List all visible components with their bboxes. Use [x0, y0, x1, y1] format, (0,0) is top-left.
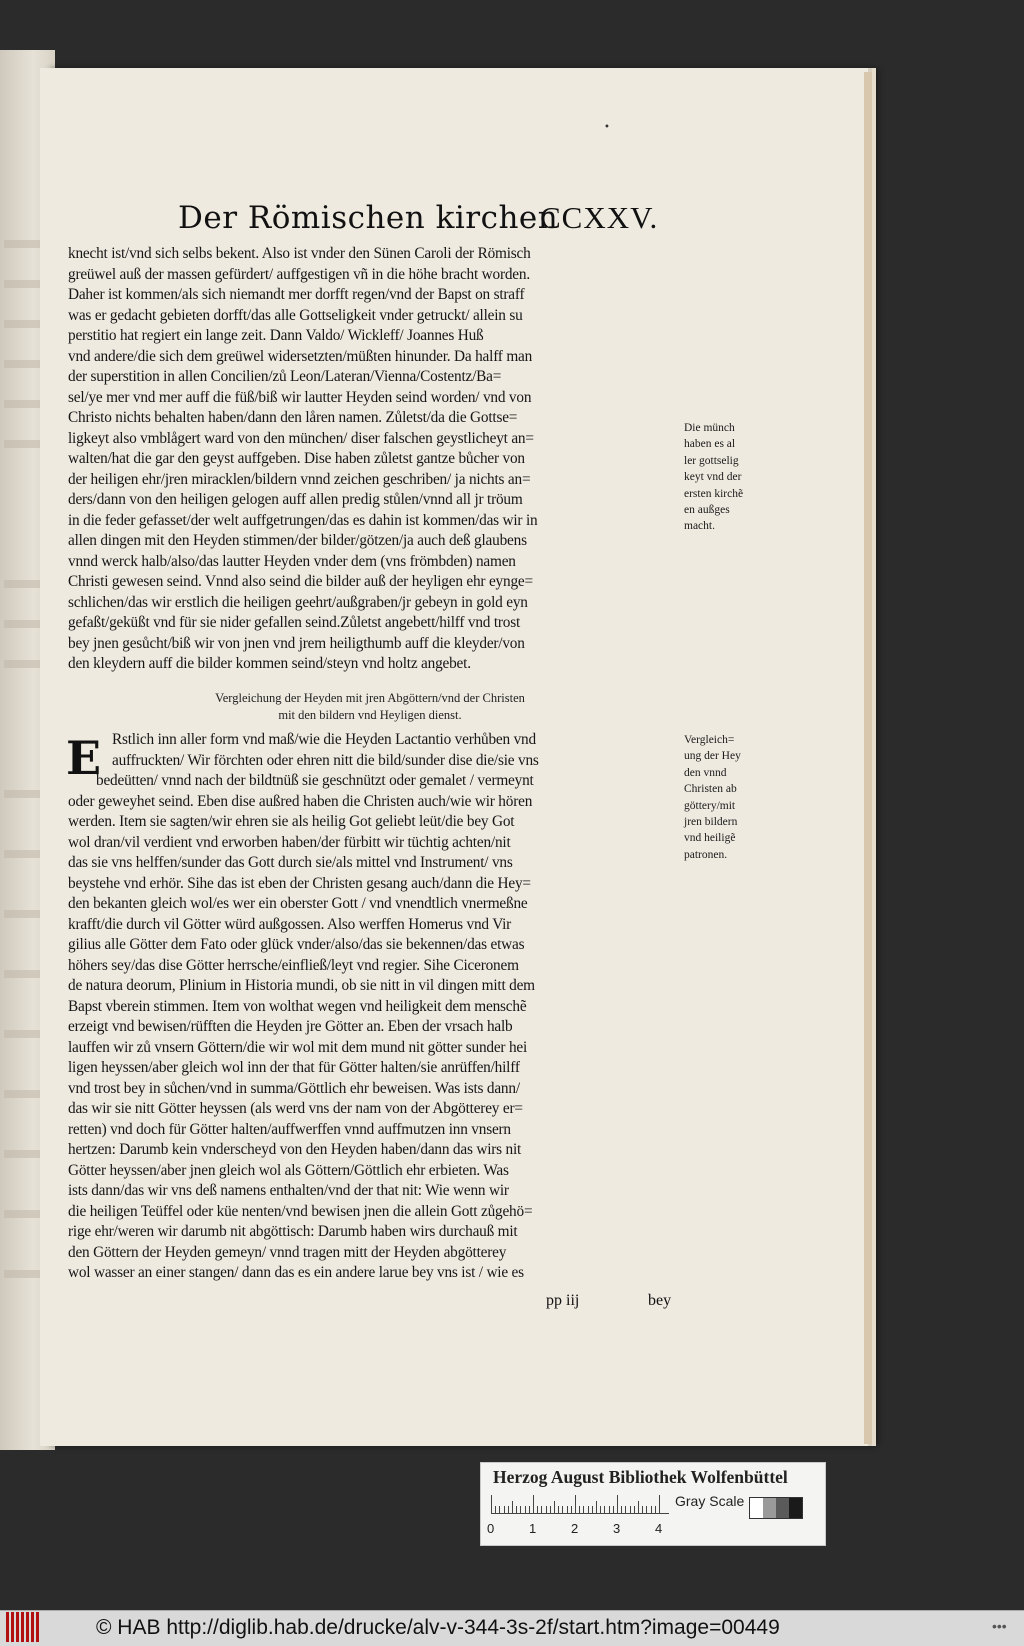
marginal-line: Vergleich=: [684, 734, 735, 746]
text-line: höhers sey/das dise Götter herrsche/einfließ/leyt vnd regier. Sihe Ciceronem: [68, 956, 519, 974]
ruler-tick: [600, 1506, 601, 1513]
ruler-tick: [617, 1495, 618, 1513]
ruler-tick: [491, 1495, 492, 1513]
text-line: knecht ist/vnd sich selbs bekent. Also ist vnder den Sünen Caroli der Römisch: [68, 245, 531, 262]
marginal-line: Christen ab: [684, 783, 737, 796]
ruler-tick: [651, 1506, 652, 1513]
hab-logo-icon[interactable]: [2, 1612, 50, 1644]
marginal-line: ler gottselig: [684, 454, 739, 467]
gray-scale-label: Gray Scale: [675, 1493, 745, 1509]
copyright-url[interactable]: © HAB http://diglib.hab.de/drucke/alv-v-344-3s-2f/start.htm?image=00449: [96, 1616, 780, 1639]
text-line: lauffen wir zů vnsern Göttern/die wir wol mit dem mund nit götter sunder hei: [68, 1038, 528, 1056]
text-line: die heiligen Teüffel oder küe nenten/vnd bewisen jnen die allein Gott zůgehö=: [68, 1202, 533, 1220]
text-line: was er gedacht gebieten dorfft/das alle Gottseligkeit vnder getruckt/ allein su: [68, 306, 523, 324]
ruler-number: 0: [487, 1521, 495, 1536]
running-head: Der Römischen kirchen: [178, 200, 559, 236]
ruler-tick: [504, 1506, 505, 1513]
ruler-tick: [592, 1506, 593, 1513]
text-line: de natura deorum, Plinium in Historia mundi, ob sie nitt in vil dingen mitt dem: [68, 977, 535, 994]
ruler: [491, 1495, 669, 1514]
ruler-tick: [525, 1506, 526, 1513]
ruler-tick: [571, 1506, 572, 1513]
text-line: rige ehr/weren wir darumb nit abgöttisch: Darumb haben wirs durchauß mit: [68, 1223, 518, 1240]
text-line: bey jnen gesůcht/biß wir von jnen vnd jrem heiligthumb auff die kleyder/von: [68, 634, 525, 652]
signature-mark: pp iij: [546, 1292, 580, 1309]
ruler-tick: [516, 1506, 517, 1513]
marginal-line: en außges: [684, 504, 730, 517]
swatch: [776, 1498, 789, 1518]
ruler-tick: [495, 1506, 496, 1513]
text-line: der superstition in allen Concilien/zů Leon/Lateran/Vienna/Costentz/Ba=: [68, 368, 502, 385]
text-line: das sie vns helffen/sunder das Gott durch sie/als mittel vnd Instrument/ vns: [68, 854, 513, 871]
ruler-tick: [588, 1506, 589, 1513]
ruler-tick: [646, 1506, 647, 1513]
ruler-tick: [567, 1506, 568, 1513]
ruler-tick: [604, 1506, 605, 1513]
swatch: [789, 1498, 802, 1518]
text-line: wol dran/vil verdient vnd erworben haben/der fürbitt wir tüchtig achten/nit: [68, 833, 511, 851]
text-line: allen dingen mit den Heyden stimmen/der bilder/götzen/ja auch deß glaubens: [68, 532, 527, 549]
text-line: Christo nichts behalten haben/dann den låren namen. Zůletst/da die Gottse=: [68, 409, 518, 426]
text-line: beystehe vnd erhör. Sihe das ist eben der Christen gesang auch/dann die Hey=: [68, 874, 531, 892]
ruler-tick: [541, 1506, 542, 1513]
ruler-tick: [537, 1506, 538, 1513]
ruler-number: 2: [571, 1521, 579, 1536]
ruler-tick: [520, 1506, 521, 1513]
ruler-number: 4: [655, 1521, 663, 1536]
library-scale-label: [480, 1462, 826, 1546]
text-line: hertzen: Darumb kein vnderscheyd von den Heyden haben/dann das wirs nit: [68, 1141, 522, 1158]
caption-line: Vergleichung der Heyden mit jren Abgöttern/vnd der Christen: [215, 691, 525, 705]
section-caption: [100, 690, 640, 724]
catchword: bey: [648, 1292, 672, 1309]
text-line: Götter heyssen/aber jnen gleich wol als Göttern/Göttlich ehr erbieten. Was: [68, 1161, 509, 1179]
text-line: den kleydern auff die bilder kommen seind/steyn vnd holtz angebet.: [68, 655, 471, 672]
text-line: vnd trost bey in sůchen/vnd in summa/Göttlich ehr beweisen. Was ists dann/: [68, 1079, 520, 1097]
text-line: der heiligen ehr/jren miracklen/bildern vnnd zeichen geschriben/ ja nichts an=: [68, 470, 531, 488]
text-line: vnnd werck halb/also/das lautter Heyden vnder dem (vns frömbden) namen: [68, 552, 516, 570]
text-line: gefaßt/geküßt vnd für sie nider gefallen seind.Zůletst angebett/hilff vnd trost: [68, 614, 521, 631]
text-line: das wir sie nitt Götter heyssen (als werd vns der nam von der Abgötterey er=: [68, 1100, 523, 1117]
text-line: Daher ist kommen/als sich niemandt mer dorfft regen/vnd der Bapst on straff: [68, 286, 525, 303]
marginal-line: ersten kirchẽ: [684, 487, 744, 500]
text-line: perstitio hat regiert ein lange zeit. Dann Valdo/ Wickleff/ Joannes Huß: [68, 327, 484, 344]
marginal-line: Die münch: [684, 422, 735, 434]
marginal-line: vnd heiligẽ: [684, 832, 736, 845]
ornament-dot: •: [604, 122, 610, 133]
text-line: erzeigt vnd bewisen/rüfften die Heyden jre Götter an. Eben der vrsach halb: [68, 1018, 513, 1035]
ruler-tick: [546, 1506, 547, 1513]
ruler-tick: [562, 1506, 563, 1513]
ruler-tick: [655, 1506, 656, 1513]
ruler-number: 3: [613, 1521, 621, 1536]
marginal-line: ung der Hey: [684, 750, 741, 763]
marginal-note-2: [684, 732, 762, 863]
marginal-line: patronen.: [684, 848, 728, 861]
text-line: greüwel auß der massen gefürdert/ auffgestigen vñ in die höhe bracht worden.: [68, 265, 530, 283]
caption-line: mit den bildern vnd Heyligen dienst.: [278, 708, 462, 722]
ruler-tick: [512, 1501, 513, 1513]
text-line: ligkeyt also vmblågert ward von den münchen/ diser falschen geystlicheyt an=: [68, 429, 534, 447]
text-line: gilius alle Götter dem Fato oder glück vnder/also/das sie bekennen/das etwas: [68, 936, 525, 953]
marginal-line: jren bildern: [684, 816, 738, 829]
text-line: walten/hat die gar den geyst auffgeben. Dise haben zůletst gantze bůcher von: [68, 450, 525, 467]
text-line: ligen heyssen/aber gleich wol inn der that für Götter halten/sie anrüffen/hilff: [68, 1059, 520, 1076]
marginal-note-1: [684, 420, 762, 535]
text-line: Bapst vberein stimmen. Item von wolthat wegen vnd heiligkeit dem menschẽ: [68, 997, 527, 1015]
text-line: krafft/die durch vil Götter würd außgossen. Also werffen Homerus vnd Vir: [68, 915, 512, 933]
ruler-tick: [508, 1506, 509, 1513]
ruler-tick: [583, 1506, 584, 1513]
marginal-line: keyt vnd der: [684, 471, 742, 484]
page-edge: [864, 72, 872, 1444]
ruler-tick: [499, 1506, 500, 1513]
marginal-line: haben es al: [684, 438, 736, 451]
text-line: schlichen/das wir erstlich die heiligen geehrt/außgraben/jr gebeyn in gold eyn: [68, 593, 528, 611]
body-text-part-1: [68, 244, 680, 675]
text-line: ists dann/das wir vns deß namens enthalten/vnd der that nit: Wie wenn wir: [68, 1182, 509, 1199]
ruler-tick: [575, 1495, 576, 1513]
ruler-tick: [558, 1506, 559, 1513]
gray-scale-swatches: [749, 1497, 803, 1519]
text-line: auffruckten/ Wir förchten oder ehren nitt die bild/sunder dise die/sie vns: [112, 751, 539, 769]
library-name: Herzog August Bibliothek Wolfenbüttel: [493, 1467, 788, 1487]
ruler-tick: [550, 1506, 551, 1513]
text-line: Rstlich inn aller form vnd maß/wie die Heyden Lactantio verhůben vnd: [112, 731, 536, 748]
text-line: oder geweyhet seind. Eben dise außred haben die Christen auch/wie wir hören: [68, 792, 533, 810]
body-text-part-2: [68, 730, 680, 1284]
text-line: in die feder gefasset/der welt auffgetrungen/das es dahin ist kommen/das wir in: [68, 511, 538, 529]
ruler-tick: [579, 1506, 580, 1513]
text-line: den Göttern der Heyden gemeyn/ vnnd tragen mitt der Heyden abgötterey: [68, 1243, 507, 1261]
ruler-tick: [638, 1501, 639, 1513]
ruler-tick: [529, 1506, 530, 1513]
ruler-tick: [609, 1506, 610, 1513]
more-menu-icon[interactable]: •••: [992, 1618, 1007, 1634]
ruler-tick: [642, 1506, 643, 1513]
ruler-tick: [613, 1506, 614, 1513]
ruler-tick: [554, 1501, 555, 1513]
text-line: ders/dann von den heiligen gelogen auff allen predig stůlen/vnnd all jr tröum: [68, 491, 523, 508]
ruler-tick: [634, 1506, 635, 1513]
ruler-tick: [630, 1506, 631, 1513]
ruler-tick: [596, 1501, 597, 1513]
marginal-line: göttery/mit: [684, 799, 736, 812]
ruler-tick: [621, 1506, 622, 1513]
ruler-number: 1: [529, 1521, 537, 1536]
marginal-line: macht.: [684, 520, 715, 533]
text-line: bedeütten/ vnnd nach der bildtnüß sie geschnützt oder gemalet / vermeynt: [96, 772, 534, 789]
folio-number: CCXXV.: [540, 200, 659, 235]
text-line: Christi gewesen seind. Vnnd also seind die bilder auß der heyligen ehr eynge=: [68, 573, 533, 590]
swatch: [763, 1498, 776, 1518]
text-line: werden. Item sie sagten/wir ehren sie als heilig Got geliebt leüt/die bey Got: [68, 813, 515, 830]
ruler-tick: [625, 1506, 626, 1513]
drop-cap-initial: E: [66, 731, 102, 785]
text-line: wol wasser an einer stangen/ dann das es ein andere larue bey vns ist / wie es: [68, 1264, 524, 1281]
swatch: [750, 1498, 763, 1518]
text-line: sel/ye mer vnd mer auff die füß/biß wir lautter Heyden seind worden/ vnd von: [68, 388, 532, 406]
text-line: den bekanten gleich wol/es wer ein oberster Gott / vnd vnendtlich vnermeßne: [68, 895, 528, 912]
marginal-line: den vnnd: [684, 766, 727, 779]
text-line: vnd andere/die sich dem greüwel widersetzten/müßten hinunder. Da halff man: [68, 347, 533, 365]
ruler-tick: [659, 1495, 660, 1513]
text-line: retten) vnd doch für Götter halten/auffwerffen vnnd auffmutzen inn vnsern: [68, 1120, 511, 1138]
ruler-tick: [533, 1495, 534, 1513]
